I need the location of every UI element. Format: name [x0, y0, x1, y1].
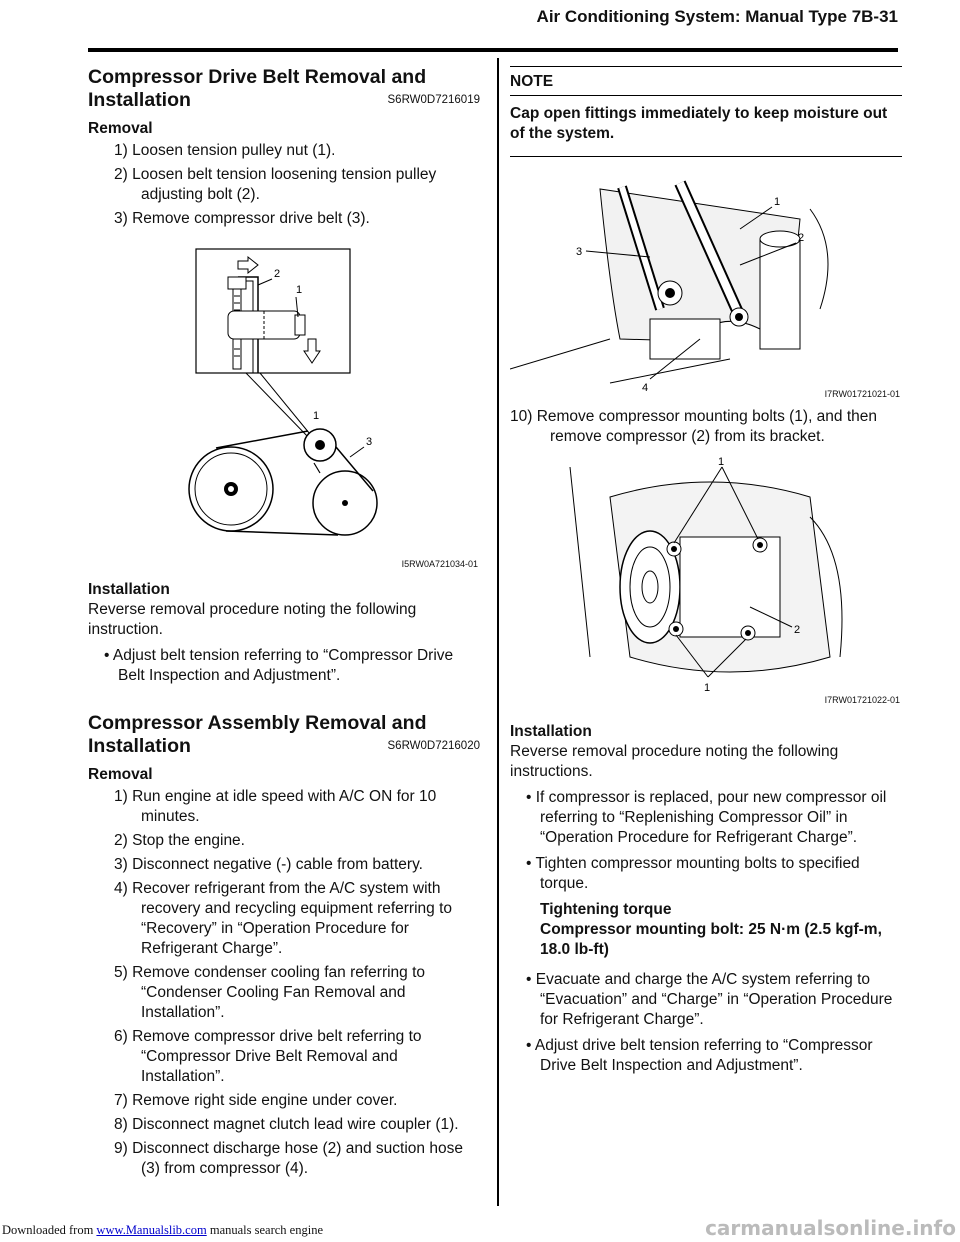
section-title-compressor — [88, 712, 480, 758]
section-code: S6RW0D7216020 — [387, 740, 480, 752]
callout-2: 2 — [794, 624, 801, 636]
step-item: 3) Remove compressor drive belt (3). — [114, 210, 370, 227]
installation-text: Reverse removal procedure noting the following instructions. — [510, 743, 839, 780]
header-rule — [88, 48, 898, 52]
figure-code: I7RW01721022-01 — [824, 695, 900, 705]
step-item: 6) Remove compressor drive belt referring to “Compressor Drive Belt Removal and Installation”. — [114, 1028, 422, 1085]
page-header-title: Air Conditioning System: Manual Type 7B-31 — [536, 7, 898, 26]
step-item: 7) Remove right side engine under cover. — [114, 1092, 398, 1109]
installation-heading: Installation — [510, 723, 592, 740]
removal-heading: Removal — [88, 120, 153, 137]
download-footer — [2, 1223, 323, 1238]
callout-2: 2 — [798, 232, 805, 244]
installation-text: Reverse removal procedure noting the following instruction. — [88, 601, 417, 638]
figure-compressor-bolts — [510, 457, 902, 707]
callout-1b: 1 — [704, 682, 711, 694]
footer-suffix: manuals search engine — [206, 1223, 323, 1237]
torque-value: Compressor mounting bolt: 25 N·m (2.5 kgf-m, 18.0 lb-ft) — [540, 921, 882, 958]
section-code: S6RW0D7216019 — [387, 94, 480, 106]
bullet-item: • Tighten compressor mounting bolts to specified torque. — [526, 855, 860, 892]
installation-heading: Installation — [88, 581, 170, 598]
left-column — [88, 66, 480, 1183]
bullet-item: • Adjust belt tension referring to “Compressor Drive Belt Inspection and Adjustment”. — [104, 647, 454, 684]
column-divider — [497, 58, 499, 1206]
figure-hoses — [510, 169, 902, 401]
note-text: Cap open fittings immediately to keep moisture out of the system. — [510, 105, 888, 142]
torque-label: Tightening torque — [540, 901, 672, 918]
section-title-line1: Compressor Drive Belt Removal and — [88, 66, 427, 88]
callout-1: 1 — [296, 284, 303, 296]
step-item: 1) Run engine at idle speed with A/C ON for 10 minutes. — [114, 788, 437, 825]
watermark: carmanualsonline.info — [705, 1216, 956, 1240]
step-item: 10) Remove compressor mounting bolts (1), and then remove compressor (2) from its bracket. — [510, 408, 878, 445]
callout-2: 2 — [274, 268, 281, 280]
callout-1: 1 — [774, 196, 781, 208]
section-title-line1: Compressor Assembly Removal and — [88, 712, 427, 734]
bullet-item: • If compressor is replaced, pour new compressor oil referring to “Replenishing Compressor Oil” in “Operation Procedure for Refrigerant Charge”. — [526, 789, 887, 846]
step-item: 3) Disconnect negative (-) cable from battery. — [114, 856, 423, 873]
callout-1: 1 — [718, 457, 725, 468]
footer-prefix: Downloaded from — [2, 1223, 97, 1237]
step-item: 2) Loosen belt tension loosening tension pulley adjusting bolt (2). — [114, 166, 437, 203]
step-item: 5) Remove condenser cooling fan referring to “Condenser Cooling Fan Removal and Installation”. — [114, 964, 426, 1021]
section-title-line2: Installation — [88, 735, 191, 757]
figure-code: I7RW01721021-01 — [824, 389, 900, 399]
torque-spec — [510, 900, 902, 960]
removal-heading: Removal — [88, 766, 153, 783]
right-column — [510, 66, 902, 1082]
note-title: NOTE — [510, 73, 902, 96]
step-item: 1) Loosen tension pulley nut (1). — [114, 142, 336, 159]
belt-pulley-diagram — [88, 241, 480, 571]
figure-belt-tension — [88, 241, 480, 571]
step-item: 9) Disconnect discharge hose (2) and suction hose (3) from compressor (4). — [114, 1140, 463, 1177]
section-title-drive-belt — [88, 66, 480, 112]
compressor-hoses-illustration — [510, 169, 902, 401]
callout-1b: 1 — [313, 410, 320, 422]
note-box — [510, 66, 902, 157]
compressor-mount-illustration — [510, 457, 902, 707]
bullet-item: • Evacuate and charge the A/C system referring to “Evacuation” and “Charge” in “Operation Procedure for Refrigerant Charge”. — [526, 971, 893, 1028]
figure-code: I5RW0A721034-01 — [401, 559, 478, 569]
step-item: 4) Recover refrigerant from the A/C system with recovery and recycling equipment referring to “Recovery” in “Operation Procedure for Refrigerant Charge”. — [114, 880, 453, 957]
callout-4: 4 — [642, 382, 649, 394]
manualslib-link[interactable]: www.Manualslib.com — [96, 1223, 207, 1237]
bullet-item: • Adjust drive belt tension referring to “Compressor Drive Belt Inspection and Adjustment”. — [526, 1037, 873, 1074]
step-item: 8) Disconnect magnet clutch lead wire coupler (1). — [114, 1116, 459, 1133]
step-item: 2) Stop the engine. — [114, 832, 245, 849]
section-title-line2: Installation — [88, 89, 191, 111]
callout-3: 3 — [366, 436, 373, 448]
callout-3: 3 — [576, 246, 583, 258]
